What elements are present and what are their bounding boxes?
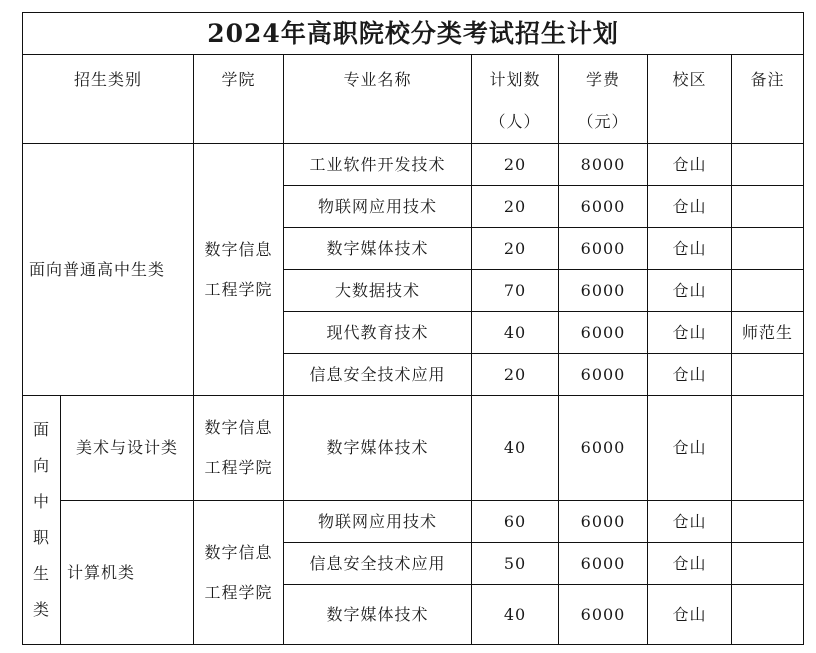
plan-cell: 60 bbox=[472, 501, 559, 543]
fee-cell: 6000 bbox=[559, 228, 648, 270]
header-plan bbox=[472, 55, 559, 144]
campus-cell: 仓山 bbox=[648, 543, 732, 585]
header-category bbox=[23, 55, 194, 144]
table-row bbox=[23, 144, 804, 186]
header-fee bbox=[559, 55, 648, 144]
fee-cell: 6000 bbox=[559, 270, 648, 312]
note-cell bbox=[732, 543, 804, 585]
header-college-label: 学院 bbox=[221, 70, 256, 89]
note-cell bbox=[732, 144, 804, 186]
campus-cell: 仓山 bbox=[648, 354, 732, 396]
header-campus-label: 校区 bbox=[672, 70, 707, 89]
fee-cell: 6000 bbox=[559, 501, 648, 543]
table-title: 2024年高职院校分类考试招生计划 bbox=[23, 13, 804, 55]
major-cell: 现代教育技术 bbox=[284, 312, 472, 354]
major-cell: 信息安全技术应用 bbox=[284, 543, 472, 585]
college-general-line2: 工程学院 bbox=[204, 279, 273, 299]
vocational-char: 面 bbox=[32, 420, 50, 439]
campus-cell: 仓山 bbox=[648, 144, 732, 186]
fee-cell: 6000 bbox=[559, 312, 648, 354]
plan-cell: 20 bbox=[472, 186, 559, 228]
campus-cell: 仓山 bbox=[648, 270, 732, 312]
note-cell bbox=[732, 186, 804, 228]
major-cell: 工业软件开发技术 bbox=[284, 144, 472, 186]
plan-cell: 20 bbox=[472, 144, 559, 186]
college-art-line2: 工程学院 bbox=[204, 458, 273, 477]
header-fee-label: 学费 bbox=[585, 70, 620, 89]
enrollment-plan-table bbox=[22, 12, 804, 645]
plan-cell: 20 bbox=[472, 228, 559, 270]
major-cell: 物联网应用技术 bbox=[284, 186, 472, 228]
plan-cell: 40 bbox=[472, 585, 559, 645]
note-cell bbox=[732, 396, 804, 501]
fee-cell: 8000 bbox=[559, 144, 648, 186]
note-cell bbox=[732, 228, 804, 270]
note-cell bbox=[732, 501, 804, 543]
subcategory-art: 美术与设计类 bbox=[61, 396, 194, 501]
fee-cell: 6000 bbox=[559, 354, 648, 396]
college-computer-line2: 工程学院 bbox=[204, 582, 273, 602]
campus-cell: 仓山 bbox=[648, 186, 732, 228]
college-computer bbox=[194, 501, 284, 645]
campus-cell: 仓山 bbox=[648, 396, 732, 501]
major-cell: 信息安全技术应用 bbox=[284, 354, 472, 396]
vocational-char: 职 bbox=[32, 528, 50, 547]
header-note-label: 备注 bbox=[750, 70, 785, 89]
campus-cell: 仓山 bbox=[648, 501, 732, 543]
note-cell bbox=[732, 354, 804, 396]
major-cell: 物联网应用技术 bbox=[284, 501, 472, 543]
plan-cell: 50 bbox=[472, 543, 559, 585]
header-category-label: 招生类别 bbox=[73, 70, 142, 89]
subcategory-computer: 计算机类 bbox=[61, 501, 194, 645]
college-general bbox=[194, 144, 284, 396]
college-art-line1: 数字信息 bbox=[204, 418, 273, 437]
plan-cell: 40 bbox=[472, 312, 559, 354]
vocational-char: 类 bbox=[32, 600, 50, 619]
plan-cell: 70 bbox=[472, 270, 559, 312]
header-note bbox=[732, 55, 804, 144]
header-row bbox=[23, 55, 804, 144]
college-art bbox=[194, 396, 284, 501]
vocational-char: 中 bbox=[32, 492, 50, 511]
college-computer-line1: 数字信息 bbox=[204, 542, 273, 562]
category-vocational bbox=[23, 396, 61, 645]
major-cell: 数字媒体技术 bbox=[284, 228, 472, 270]
header-college bbox=[194, 55, 284, 144]
fee-cell: 6000 bbox=[559, 543, 648, 585]
major-cell: 数字媒体技术 bbox=[284, 396, 472, 501]
note-cell bbox=[732, 270, 804, 312]
header-fee-unit: （元） bbox=[577, 112, 629, 131]
fee-cell: 6000 bbox=[559, 396, 648, 501]
vocational-char: 向 bbox=[32, 456, 50, 475]
header-campus bbox=[648, 55, 732, 144]
header-plan-unit: （人） bbox=[489, 112, 541, 131]
fee-cell: 6000 bbox=[559, 585, 648, 645]
campus-cell: 仓山 bbox=[648, 585, 732, 645]
campus-cell: 仓山 bbox=[648, 312, 732, 354]
vocational-char: 生 bbox=[32, 564, 50, 583]
table-row bbox=[23, 396, 804, 501]
header-major-label: 专业名称 bbox=[343, 70, 412, 89]
major-cell: 数字媒体技术 bbox=[284, 585, 472, 645]
plan-cell: 20 bbox=[472, 354, 559, 396]
college-general-line1: 数字信息 bbox=[204, 239, 273, 259]
note-cell: 师范生 bbox=[732, 312, 804, 354]
campus-cell: 仓山 bbox=[648, 228, 732, 270]
plan-cell: 40 bbox=[472, 396, 559, 501]
header-plan-label: 计划数 bbox=[489, 70, 541, 89]
table-row bbox=[23, 501, 804, 543]
major-cell: 大数据技术 bbox=[284, 270, 472, 312]
category-general: 面向普通高中生类 bbox=[23, 144, 194, 396]
fee-cell: 6000 bbox=[559, 186, 648, 228]
note-cell bbox=[732, 585, 804, 645]
title-row bbox=[23, 13, 804, 55]
header-major bbox=[284, 55, 472, 144]
